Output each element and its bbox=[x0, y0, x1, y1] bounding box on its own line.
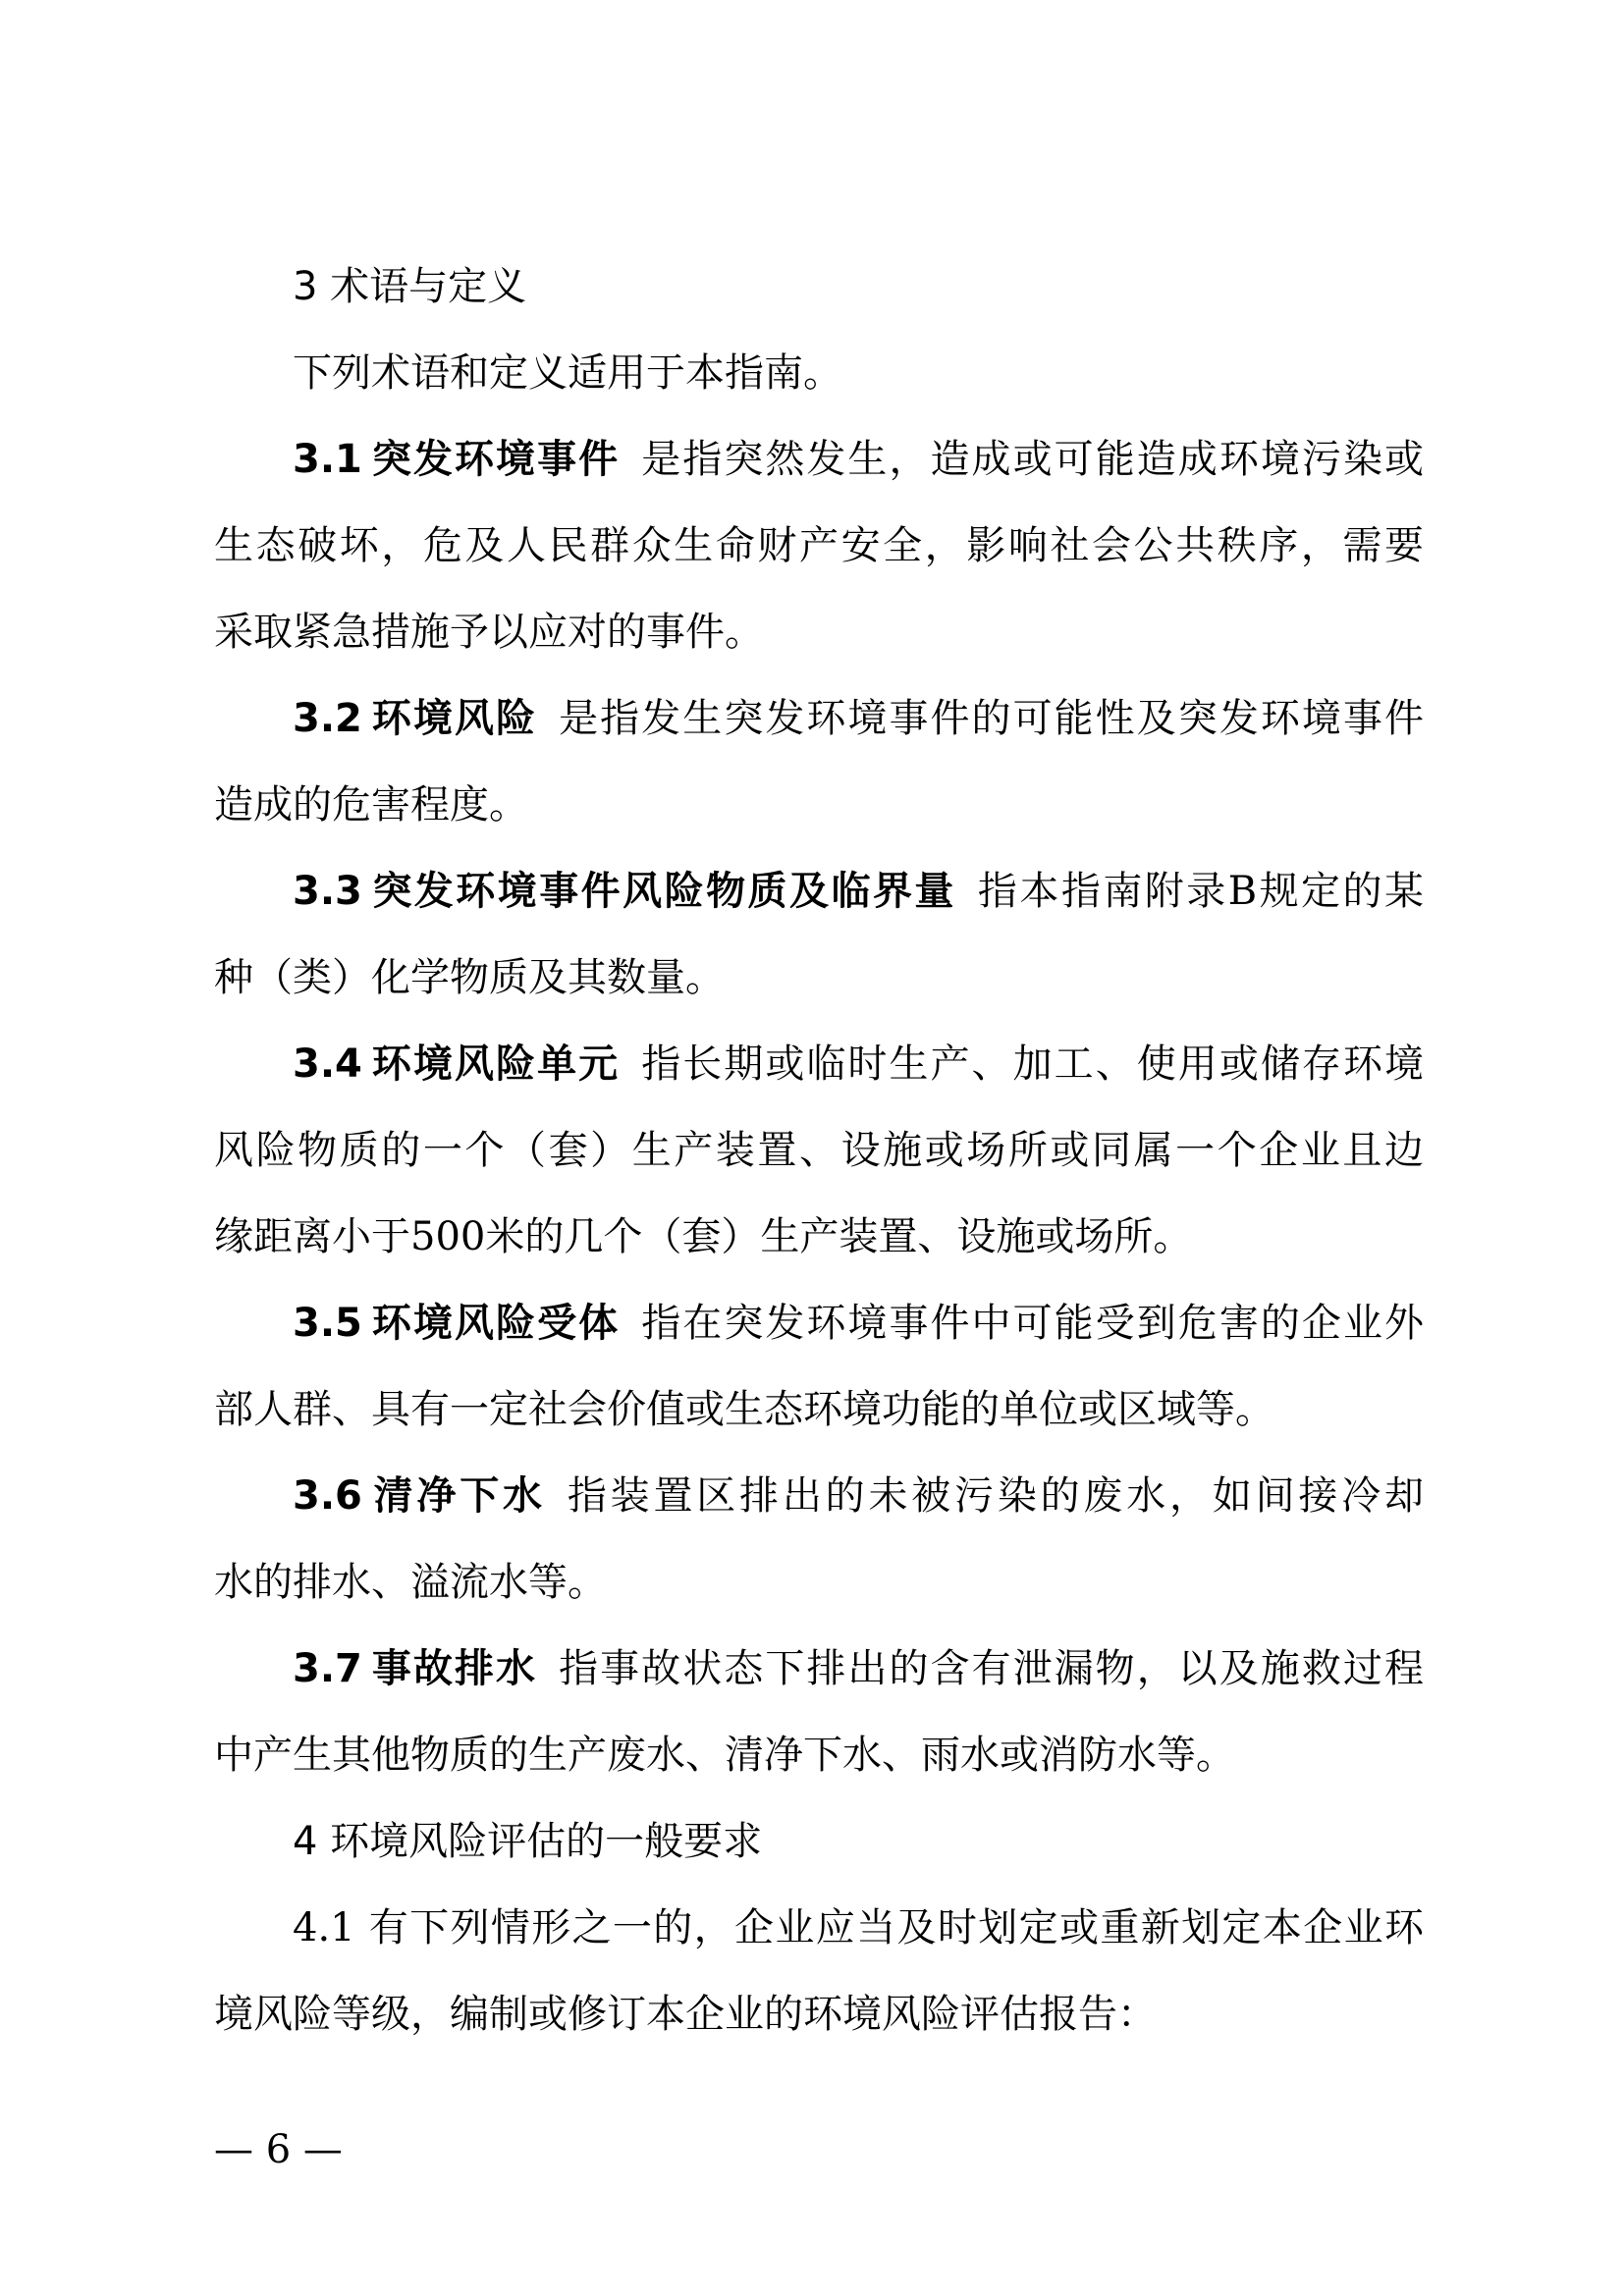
page-number: — 6 — bbox=[214, 2127, 343, 2172]
term-3-3-title: 3.3 突发环境事件风险物质及临界量 bbox=[293, 869, 956, 914]
term-3-1-line-3: 采取紧急措施予以应对的事件。 bbox=[214, 610, 764, 655]
clause-4-1-line-1: 4.1 有下列情形之一的，企业应当及时划定或重新划定本企业环 bbox=[293, 1905, 1424, 1950]
term-3-1-line-2: 生态破坏，危及人民群众生命财产安全，影响社会公共秩序，需要 bbox=[214, 523, 1424, 568]
term-3-1-title: 3.1 突发环境事件 bbox=[293, 437, 621, 482]
term-3-2-line-1: 3.2 环境风险 是指发生突发环境事件的可能性及突发环境事件 bbox=[293, 696, 1425, 741]
term-3-2-title: 3.2 环境风险 bbox=[293, 696, 538, 741]
section-4-heading: 4 环境风险评估的一般要求 bbox=[293, 1819, 763, 1864]
term-3-7-title: 3.7 事故排水 bbox=[293, 1646, 538, 1691]
term-3-6-line-1: 3.6 清净下水 指装置区排出的未被污染的废水，如间接冷却 bbox=[293, 1473, 1425, 1519]
term-3-6-line-2: 水的排水、溢流水等。 bbox=[214, 1560, 607, 1605]
term-3-5-line-2: 部人群、具有一定社会价值或生态环境功能的单位或区域等。 bbox=[214, 1387, 1274, 1432]
clause-4-1-line-2: 境风险等级，编制或修订本企业的环境风险评估报告： bbox=[214, 1992, 1157, 2037]
term-3-3-line-2: 种（类）化学物质及其数量。 bbox=[214, 955, 725, 1000]
term-3-4-title: 3.4 环境风险单元 bbox=[293, 1041, 621, 1087]
term-3-2-line-2: 造成的危害程度。 bbox=[214, 782, 528, 828]
term-3-4-line-2: 风险物质的一个（套）生产装置、设施或场所或同属一个企业且边 bbox=[214, 1128, 1424, 1173]
term-3-7-line-2: 中产生其他物质的生产废水、清净下水、雨水或消防水等。 bbox=[214, 1733, 1235, 1778]
term-3-1-line-1: 3.1 突发环境事件 是指突然发生，造成或可能造成环境污染或 bbox=[293, 437, 1425, 482]
term-3-4-line-1: 3.4 环境风险单元 指长期或临时生产、加工、使用或储存环境 bbox=[293, 1041, 1425, 1087]
document-body bbox=[214, 243, 1424, 2057]
term-3-3-line-1: 3.3 突发环境事件风险物质及临界量 指本指南附录B规定的某 bbox=[293, 869, 1424, 914]
term-3-7-line-1: 3.7 事故排水 指事故状态下排出的含有泄漏物，以及施救过程 bbox=[293, 1646, 1425, 1691]
section-3-intro: 下列术语和定义适用于本指南。 bbox=[293, 350, 842, 396]
term-3-5-line-1: 3.5 环境风险受体 指在突发环境事件中可能受到危害的企业外 bbox=[293, 1301, 1425, 1346]
term-3-5-title: 3.5 环境风险受体 bbox=[293, 1301, 621, 1346]
section-3-heading: 3 术语与定义 bbox=[293, 264, 527, 309]
term-3-4-line-3: 缘距离小于500米的几个（套）生产装置、设施或场所。 bbox=[214, 1214, 1193, 1259]
term-3-6-title: 3.6 清净下水 bbox=[293, 1473, 546, 1519]
